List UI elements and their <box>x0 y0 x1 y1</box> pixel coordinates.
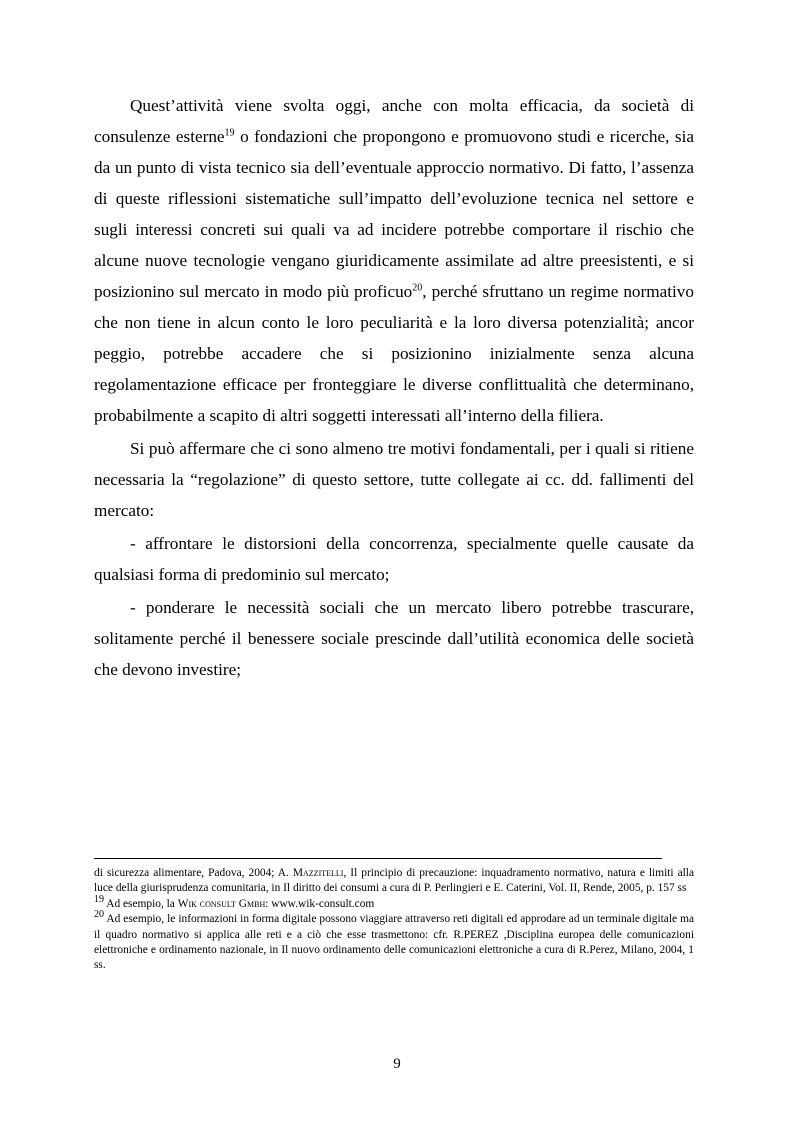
paragraph-3: - affrontare le distorsioni della concorrenza, specialmente quelle causate da qualsiasi forma di predominio sul mercato; <box>94 534 694 584</box>
paragraph-1-part-c: , perché sfruttano un regime normativo che non tiene in alcun conto le loro peculiarità e la loro diversa potenzialità; ancor peggio, potrebbe accadere che si posizionino inizialmente senza alcuna regolamentazione efficace per fronteggiare le diverse conflittualità che determinano, probabilmente a scapito di altri soggetti interessati all’interno della filiera. <box>94 282 694 425</box>
footnote-ref-19: 19 <box>224 127 235 139</box>
author-name: Mazzitelli <box>292 867 344 879</box>
paragraph-4: - ponderare le necessità sociali che un mercato libero potrebbe trascurare, solitamente perché il benessere sociale prescinde dall’utilità economica delle società che devono investire; <box>94 598 694 679</box>
footnote-separator <box>94 858 662 859</box>
paragraph-1-part-b: o fondazioni che propongono e promuovono studi e ricerche, sia da un punto di vista tecnico sia dell’eventuale approccio normativo. Di fatto, l’assenza di queste riflessioni sistematiche sull’impatto dell’evoluzione tecnica nel settore e sugli interessi concreti sui quali va ad incidere potrebbe comportare il rischio che alcune nuove tecnologie vengano giuridicamente assimilate ad altre preesistenti, e si posizionino sul mercato in modo più proficuo <box>94 127 694 301</box>
firm-name: Wik consult Gmbh <box>177 897 266 910</box>
footnote-19: 19 Ad esempio, la Wik consult Gmbh: www.wik-consult.com <box>94 894 375 910</box>
footnote-20: 20 Ad esempio, le informazioni in forma digitale possono viaggiare attraverso reti digitali ed approdare ad un terminale digitale ma il quadro normativo si applica alle reti e a ciò che esse trasmettono: cfr. R.PEREZ ,Disciplina europea delle comunicazioni elettroniche e ordinamento nazionale, in Il nuovo ordinamento delle comunicazioni elettroniche a cura di R.Perez, Milano, 2004, 1 ss. <box>94 909 694 972</box>
paragraph-1-part-a: Quest’attività viene svolta oggi, anche con molta efficacia, da società di consulenze esterne <box>94 96 694 146</box>
page-number: 9 <box>393 1056 401 1072</box>
footnote-ref-20: 20 <box>412 282 423 294</box>
footnotes <box>94 866 694 974</box>
footnote-continuation: di sicurezza alimentare, Padova, 2004; A. Mazzitelli, Il principio di precauzione: inquadramento normativo, natura e limiti alla luce della giurisprudenza comunitaria, in Il diritto dei consumi a cura di P. Perlingieri e E. Caterini, Vol. II, Rende, 2005, p. 157 ss <box>94 867 695 895</box>
paragraph-1 <box>94 90 694 431</box>
main-text <box>94 90 694 685</box>
paragraph-2: Si può affermare che ci sono almeno tre motivi fondamentali, per i quali si ritiene necessaria la “regolazione” di questo settore, tutte collegate ai cc. dd. fallimenti del mercato: <box>94 439 694 520</box>
